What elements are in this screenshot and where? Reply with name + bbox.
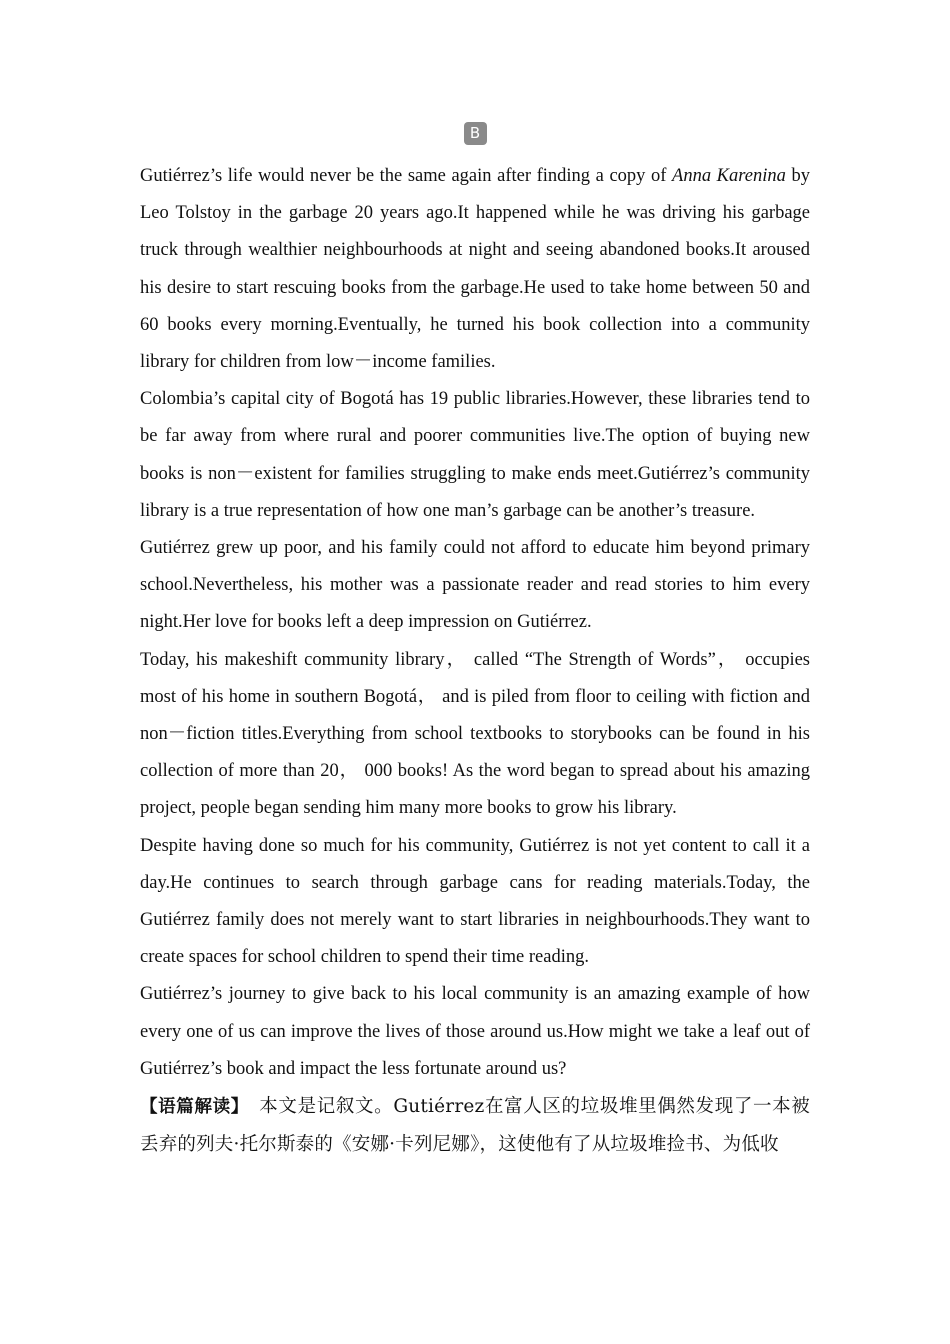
paragraph-3: Gutiérrez grew up poor, and his family could not afford to educate him beyond primary school.Nevertheless, his mother was a passionate reader and read stories to him every night.Her love for books left a deep impression on Gutiérrez. — [140, 538, 810, 633]
paragraph-2: Colombia’s capital city of Bogotá has 19 public libraries.However, these libraries tend to be far away from where rural and poorer communities live.The option of buying new books is non－existent for families struggling to make ends meet.Gutiérrez’s community library is a true representation of how one man’s garbage can be another’s treasure. — [140, 389, 810, 521]
document-page — [140, 122, 810, 1163]
paragraph-1-before: Gutiérrez’s life would never be the same again after finding a copy of — [140, 166, 673, 186]
analysis-text: 本文是记叙文。Gutiérrez在富人区的垃圾堆里偶然发现了一本被丢弃的列夫·托尔斯泰的《安娜·卡列尼娜》，这使他有了从垃圾堆捡书、为低收 — [140, 1096, 810, 1156]
paragraph-4: Today, his makeshift community library， called “The Strength of Words”， occupies most of his home in southern Bogotá， and is piled from floor to ceiling with fiction and non－fiction titles.Everything from school textbooks to storybooks can be found in his collection of more than 20， 000 books! As the word began to spread about his amazing project, people began sending him many more books to grow his library. — [140, 649, 810, 819]
paragraph-6: Gutiérrez’s journey to give back to his local community is an amazing example of how every one of us can improve the lives of those around us.How might we take a leaf out of Gutiérrez’s book and impact the less fortunate around us? — [140, 984, 810, 1079]
book-title: Anna Karenina — [672, 166, 786, 186]
analysis-paragraph — [140, 1088, 810, 1163]
section-header — [140, 122, 810, 149]
analysis-label: 【语篇解读】 — [140, 1097, 241, 1118]
section-badge: B — [464, 122, 487, 145]
paragraph-5: Despite having done so much for his community, Gutiérrez is not yet content to call it a day.He continues to search through garbage cans for reading materials.Today, the Gutiérrez family does not merely want to start libraries in neighbourhoods.They want to create spaces for school children to spend their time reading. — [140, 835, 810, 968]
paragraph-1 — [140, 158, 810, 381]
paragraph-1-after: by Leo Tolstoy in the garbage 20 years ago.It happened while he was driving his garbage truck through wealthier neighbourhoods at night and seeing abandoned books.It aroused his desire to start rescuing books from the garbage.He used to take home between 50 and 60 books every morning.Eventually, he turned his book collection into a community library for children from low－income families. — [140, 166, 810, 373]
